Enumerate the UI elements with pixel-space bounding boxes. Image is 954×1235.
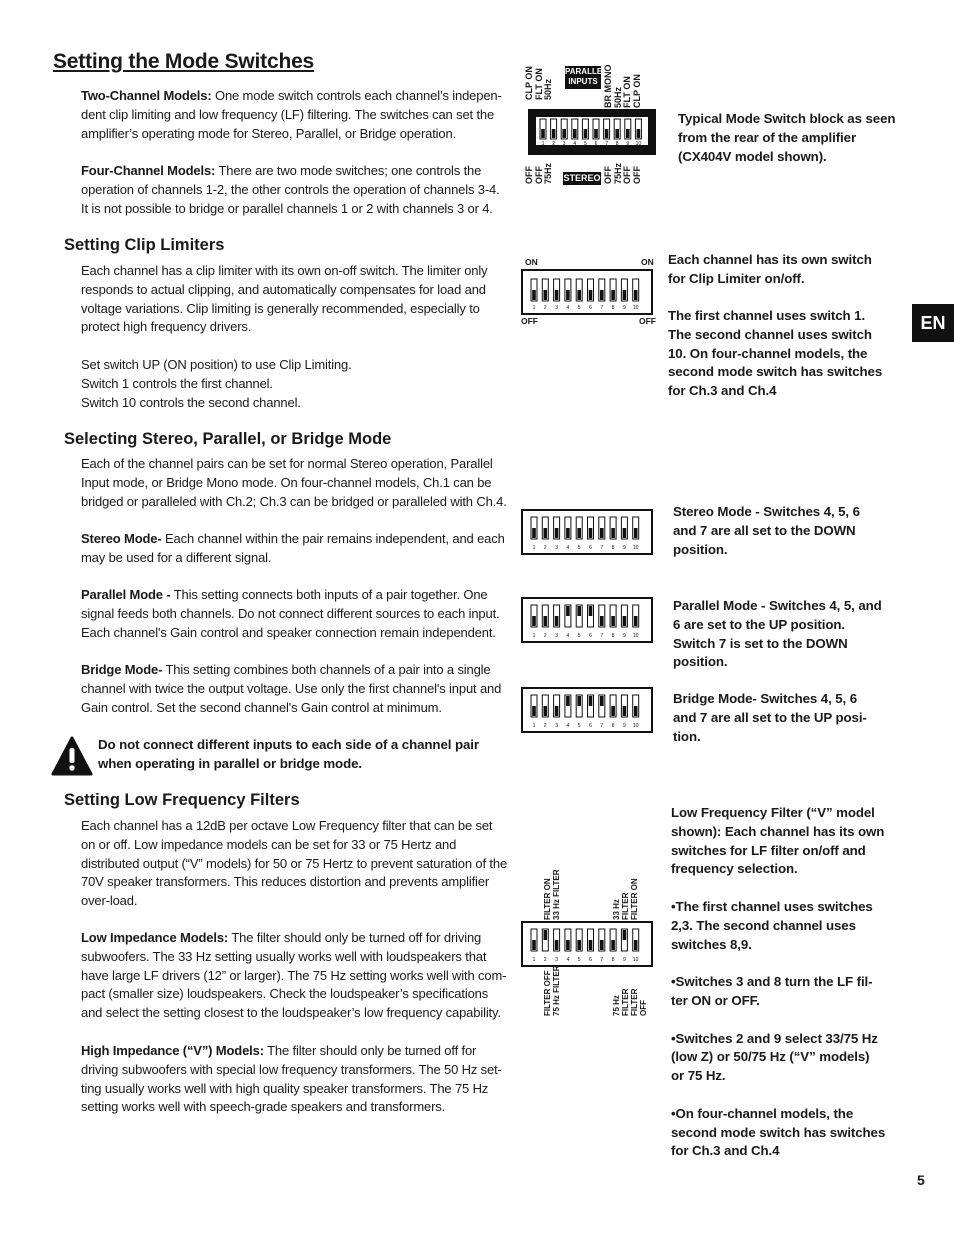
dip-switch-knob-1 bbox=[532, 616, 536, 626]
off-right-label: OFF bbox=[639, 316, 656, 326]
dip-switch-number: 9 bbox=[623, 957, 626, 963]
dip-switch-number: 1 bbox=[541, 141, 545, 147]
clip-caption-2: The first channel uses switch 1. The second channel uses switch 10. On four-channel models, the second mode switch has switches for Ch.3 and Ch.4 bbox=[668, 308, 883, 399]
off-left-label: OFF bbox=[521, 316, 538, 326]
dip-switch-knob-9 bbox=[626, 129, 630, 138]
dip-switch-knob-1 bbox=[532, 706, 536, 716]
dip-switch-number: 2 bbox=[543, 957, 547, 963]
dip-switch-number: 7 bbox=[600, 305, 604, 311]
four-channel-label: Four-Channel Models: bbox=[81, 163, 216, 178]
high-impedance-text: The filter should only be turned off for driving subwoofers with special low frequency transformers. The 50 Hz set-ting usually works well with high quality speaker transformers. The 75 Hz setting works well with speech-grade speakers and transformers. bbox=[81, 1043, 502, 1115]
page-number: 5 bbox=[917, 1172, 925, 1188]
modes-paragraph: Each of the channel pairs can be set for normal Stereo operation, Parallel Input mode, or Bridge Mono mode. On four-channel models, Ch.1 can be bridged or paralleled with Ch.2; Ch.3 can be bridged or paralleled with Ch.4. bbox=[81, 456, 507, 509]
dip-switch-number: 7 bbox=[605, 141, 608, 147]
lf-caption bbox=[671, 804, 886, 1161]
parallel-inputs-box: PARALLEL INPUTS bbox=[565, 66, 601, 89]
dip-switch-knob-4 bbox=[566, 696, 570, 706]
dip-switch-number: 2 bbox=[543, 305, 547, 311]
stereo-caption: Stereo Mode - Switches 4, 5, 6 and 7 are all set to the DOWN position. bbox=[673, 504, 860, 557]
dip-switch-number: 1 bbox=[532, 305, 536, 311]
dip-switch-knob-5 bbox=[577, 940, 581, 950]
clip-paragraph: Each channel has a clip limiter with its own on-off switch. The limiter only responds to actual clipping, and automatically compensates for load and voltage variations. Clip limiting is generally recommended, especially to protect high frequency drivers. bbox=[81, 263, 488, 335]
dip-switch-knob-9 bbox=[623, 616, 627, 626]
dip-switch-knob-1 bbox=[541, 129, 545, 138]
dip-switch-knob-10 bbox=[637, 129, 641, 138]
dip-switch-knob-4 bbox=[566, 606, 570, 616]
parallel-label: Parallel Mode - bbox=[81, 587, 171, 602]
dip-switch-knob-2 bbox=[544, 930, 548, 940]
dip-switch-knob-1 bbox=[532, 940, 536, 950]
dip-switch-number: 3 bbox=[562, 141, 566, 147]
high-impedance-paragraph bbox=[81, 1042, 509, 1117]
dip-switch-number: 3 bbox=[555, 723, 558, 729]
dip-switch-knob-5 bbox=[577, 528, 581, 538]
lf-caption-2: •The first channel uses switches 2,3. The second channel uses switches 8,9. bbox=[671, 898, 873, 952]
on-right-label: ON bbox=[641, 257, 654, 267]
dip-switch-number: 9 bbox=[626, 141, 630, 147]
figure-bottom-label-left: OFF OFF 75Hz bbox=[524, 162, 553, 184]
dip-switch-knob-3 bbox=[555, 290, 559, 300]
dip-switch-knob-3 bbox=[555, 706, 559, 716]
dip-switch-number: 6 bbox=[589, 633, 592, 639]
clip-limiters-heading: Setting Clip Limiters bbox=[64, 236, 225, 254]
dip-switch-knob-2 bbox=[552, 129, 556, 138]
dip-switch-knob-7 bbox=[605, 129, 609, 138]
stereo-label: Stereo Mode- bbox=[81, 531, 162, 546]
lf-switch-figure bbox=[521, 866, 657, 1022]
dip-switch-number: 3 bbox=[555, 305, 558, 311]
dip-switch-knob-6 bbox=[589, 940, 593, 950]
clip-instructions bbox=[81, 356, 509, 412]
dip-switch-number: 4 bbox=[566, 723, 570, 729]
clip-line-3: Switch 10 controls the second channel. bbox=[81, 394, 301, 410]
dip-switch-number: 4 bbox=[573, 141, 577, 147]
figure-top-label-right: BR MONO 50Hz FLT ON CLP ON bbox=[603, 64, 642, 108]
dip-switch-knob-6 bbox=[589, 606, 593, 616]
lf-switch-block bbox=[521, 921, 653, 967]
four-channel-text: There are two mode switches; one controls the operation of channels 1-2, the other controls the operation of channels 3-4. It is not possible to bridge or parallel channels 1 or 2 with channels 3 or 4. bbox=[81, 163, 500, 216]
stereo-switch-block bbox=[521, 509, 653, 555]
dip-switch-number: 6 bbox=[589, 545, 592, 551]
dip-switch-number: 2 bbox=[543, 723, 547, 729]
dip-switch-number: 6 bbox=[589, 957, 592, 963]
clip-line-2: Switch 1 controls the first channel. bbox=[81, 375, 273, 391]
dip-switch-knob-9 bbox=[623, 706, 627, 716]
lf-caption-3: •Switches 3 and 8 turn the LF fil-ter ON or OFF. bbox=[671, 974, 873, 1008]
dip-switch-number: 7 bbox=[600, 723, 604, 729]
dip-switch-knob-4 bbox=[566, 940, 570, 950]
dip-switch-knob-7 bbox=[600, 290, 604, 300]
dip-switch-number: 5 bbox=[577, 633, 581, 639]
dip-switch-knob-2 bbox=[544, 616, 548, 626]
dip-switch-number: 5 bbox=[577, 545, 581, 551]
mode-switch-figure bbox=[524, 64, 660, 186]
clip-caption-1: Each channel has its own switch for Clip Limiter on/off. bbox=[668, 252, 872, 286]
clip-line-1: Set switch UP (ON position) to use Clip Limiting. bbox=[81, 357, 352, 372]
dip-switch-knob-10 bbox=[634, 528, 638, 538]
dip-switch-number: 6 bbox=[594, 141, 598, 147]
dip-switch-number: 8 bbox=[611, 305, 615, 311]
dip-switch-number: 7 bbox=[600, 633, 604, 639]
lf-caption-5: •On four-channel models, the second mode switch has switches for Ch.3 and Ch.4 bbox=[671, 1105, 886, 1159]
parallel-switch-block bbox=[521, 597, 653, 643]
lf-bottom-left-label: FILTER OFF 75 Hz FILTER bbox=[543, 965, 561, 1016]
bridge-caption: Bridge Mode- Switches 4, 5, 6 and 7 are all set to the UP posi-tion. bbox=[673, 691, 867, 744]
language-tab: EN bbox=[912, 304, 954, 342]
dip-switch-number: 2 bbox=[543, 633, 547, 639]
dip-switch-number: 3 bbox=[555, 957, 558, 963]
lf-caption-1: Low Frequency Filter (“V” model shown): Each channel has its own switches for LF filter on/off and frequency selection. bbox=[671, 805, 885, 877]
dip-switch-number: 7 bbox=[600, 545, 604, 551]
parallel-paragraph bbox=[81, 586, 509, 642]
dip-switch-knob-5 bbox=[577, 696, 581, 706]
figure-top-label-left: CLP ON FLT ON 50Hz bbox=[524, 66, 553, 100]
dip-switch-knob-4 bbox=[573, 129, 577, 138]
warning-icon bbox=[51, 736, 93, 776]
dip-switch-knob-4 bbox=[566, 528, 570, 538]
low-impedance-paragraph bbox=[81, 929, 509, 1023]
mode-switch-figure-caption: Typical Mode Switch block as seen from the rear of the amplifier (CX404V model shown). bbox=[678, 111, 896, 164]
dip-switch-number: 3 bbox=[555, 633, 558, 639]
dip-switch-number: 8 bbox=[611, 723, 615, 729]
dip-switch-knob-6 bbox=[589, 290, 593, 300]
dip-switch-number: 2 bbox=[543, 545, 547, 551]
dip-switch-knob-9 bbox=[623, 528, 627, 538]
two-channel-label: Two-Channel Models: bbox=[81, 88, 212, 103]
bridge-switch-block bbox=[521, 687, 653, 733]
high-impedance-label: High Impedance (“V”) Models: bbox=[81, 1043, 264, 1058]
lf-caption-4: •Switches 2 and 9 select 33/75 Hz (low Z) or 50/75 Hz (“V” models) or 75 Hz. bbox=[671, 1030, 878, 1084]
dip-switch-number: 9 bbox=[623, 723, 626, 729]
dip-switch-knob-6 bbox=[589, 528, 593, 538]
clip-switch-block bbox=[521, 269, 653, 315]
dip-switch-number: 2 bbox=[552, 141, 555, 147]
dip-switch-number: 8 bbox=[611, 545, 615, 551]
figure-bottom-label-right: OFF 75Hz OFF OFF bbox=[603, 162, 642, 184]
dip-switch-knob-8 bbox=[611, 528, 615, 538]
dip-switch-knob-10 bbox=[634, 940, 638, 950]
dip-switch-number: 5 bbox=[577, 305, 581, 311]
dip-switch-number: 6 bbox=[589, 305, 592, 311]
modes-heading: Selecting Stereo, Parallel, or Bridge Mode bbox=[64, 430, 392, 448]
bridge-label: Bridge Mode- bbox=[81, 662, 163, 677]
dip-switch-number: 9 bbox=[623, 545, 626, 551]
parallel-text: This setting connects both inputs of a pair together. One signal feeds both channels. Do not connect different sources to each input. Each channel's Gain control and speaker connection remain independent. bbox=[81, 587, 500, 640]
dip-switch-number: 4 bbox=[566, 305, 570, 311]
dip-switch-knob-8 bbox=[611, 290, 615, 300]
dip-switch-number: 8 bbox=[611, 633, 615, 639]
low-impedance-label: Low Impedance Models: bbox=[81, 930, 229, 945]
four-channel-paragraph bbox=[81, 162, 509, 218]
dip-switch-knob-8 bbox=[611, 940, 615, 950]
dip-switch-knob-7 bbox=[600, 616, 604, 626]
dip-switch-number: 7 bbox=[600, 957, 604, 963]
dip-switch-number: 3 bbox=[555, 545, 558, 551]
dip-switch-number: 4 bbox=[566, 633, 570, 639]
dip-switch-knob-7 bbox=[600, 528, 604, 538]
dip-switch-knob-10 bbox=[634, 706, 638, 716]
dip-switch-number: 10 bbox=[632, 545, 639, 551]
stereo-box: STEREO bbox=[563, 173, 601, 183]
stereo-paragraph bbox=[81, 530, 509, 568]
clip-switch-figure bbox=[521, 257, 657, 327]
dip-switch-knob-7 bbox=[600, 696, 604, 706]
dip-switch-knob-2 bbox=[544, 528, 548, 538]
dip-switch-number: 10 bbox=[635, 141, 642, 147]
two-channel-text: One mode switch controls each channel’s indepen-dent clip limiting and low frequency (LF) filtering. The switches can set the amplifier’s operating mode for Stereo, Parallel, or Bridge operation. bbox=[81, 88, 502, 141]
dip-switch-number: 9 bbox=[623, 633, 626, 639]
dip-switch-number: 5 bbox=[577, 957, 581, 963]
dip-switch-number: 4 bbox=[566, 545, 570, 551]
two-channel-paragraph bbox=[81, 87, 509, 143]
dip-switch-number: 1 bbox=[532, 545, 536, 551]
on-left-label: ON bbox=[525, 257, 538, 267]
dip-switch-knob-3 bbox=[555, 528, 559, 538]
lf-heading: Setting Low Frequency Filters bbox=[64, 791, 300, 809]
lf-bottom-right-label: 75 Hz FILTER FILTER OFF bbox=[612, 988, 648, 1016]
dip-switch-number: 10 bbox=[632, 957, 639, 963]
dip-switch-knob-5 bbox=[577, 606, 581, 616]
dip-switch-knob-9 bbox=[623, 290, 627, 300]
mode-switch-block bbox=[528, 109, 656, 155]
dip-switch-knob-5 bbox=[577, 290, 581, 300]
bridge-text: This setting combines both channels of a pair into a single channel with twice the output voltage. Use only the first channel's input and Gain control. Set the second channel's Gain control at minimum. bbox=[81, 662, 502, 715]
dip-switch-knob-4 bbox=[566, 290, 570, 300]
warning-text: Do not connect different inputs to each side of a channel pair when operating in parallel or bridge mode. bbox=[98, 737, 479, 771]
dip-switch-number: 8 bbox=[611, 957, 615, 963]
dip-switch-knob-8 bbox=[611, 616, 615, 626]
dip-switch-knob-6 bbox=[594, 129, 598, 138]
dip-switch-knob-10 bbox=[634, 290, 638, 300]
dip-switch-number: 4 bbox=[566, 957, 570, 963]
dip-switch-knob-3 bbox=[562, 129, 566, 138]
lf-top-left-label: FILTER ON 33 Hz FILTER bbox=[543, 869, 561, 920]
dip-switch-number: 8 bbox=[615, 141, 619, 147]
dip-switch-number: 5 bbox=[584, 141, 587, 147]
dip-switch-number: 10 bbox=[632, 633, 639, 639]
dip-switch-knob-10 bbox=[634, 616, 638, 626]
dip-switch-knob-2 bbox=[544, 706, 548, 716]
dip-switch-number: 1 bbox=[532, 723, 536, 729]
dip-switch-number: 9 bbox=[623, 305, 626, 311]
dip-switch-knob-3 bbox=[555, 616, 559, 626]
dip-switch-knob-1 bbox=[532, 528, 536, 538]
parallel-caption: Parallel Mode - Switches 4, 5, and 6 are set to the UP position. Switch 7 is set to the DOWN position. bbox=[673, 598, 882, 670]
dip-switch-number: 5 bbox=[577, 723, 581, 729]
dip-switch-knob-6 bbox=[589, 696, 593, 706]
dip-switch-knob-8 bbox=[611, 706, 615, 716]
dip-switch-number: 1 bbox=[532, 633, 536, 639]
dip-switch-knob-3 bbox=[555, 940, 559, 950]
dip-switch-number: 10 bbox=[632, 305, 639, 311]
dip-switch-number: 1 bbox=[532, 957, 536, 963]
lf-top-right-label: 33 Hz FILTER FILTER ON bbox=[612, 878, 639, 920]
bridge-paragraph bbox=[81, 661, 509, 717]
dip-switch-knob-2 bbox=[544, 290, 548, 300]
stereo-text: Each channel within the pair remains independent, and each may be used for a different signal. bbox=[81, 531, 505, 565]
dip-switch-knob-8 bbox=[615, 129, 619, 138]
lf-paragraph: Each channel has a 12dB per octave Low Frequency filter that can be set on or off. Low impedance models can be set for 33 or 75 Hertz and distributed output (“V” models) for 50 or 75 Hertz to prevent saturation of the 70V speaker transformers. This reduces distortion and prevents amplifier over-load. bbox=[81, 818, 508, 909]
dip-switch-number: 6 bbox=[589, 723, 592, 729]
dip-switch-knob-5 bbox=[584, 129, 588, 138]
dip-switch-knob-7 bbox=[600, 940, 604, 950]
dip-switch-knob-1 bbox=[532, 290, 536, 300]
low-impedance-text: The filter should only be turned off for driving subwoofers. The 33 Hz setting usually works well with loudspeakers that have large LF drivers (12” or larger). The 75 Hz setting works well with com-pact (smaller size) loudspeakers. Check the loudspeaker’s specifications and select the setting closest to the loudspeaker’s low frequency capability. bbox=[81, 930, 507, 1021]
dip-switch-knob-9 bbox=[623, 930, 627, 940]
page-title: Setting the Mode Switches bbox=[53, 50, 315, 73]
dip-switch-number: 10 bbox=[632, 723, 639, 729]
